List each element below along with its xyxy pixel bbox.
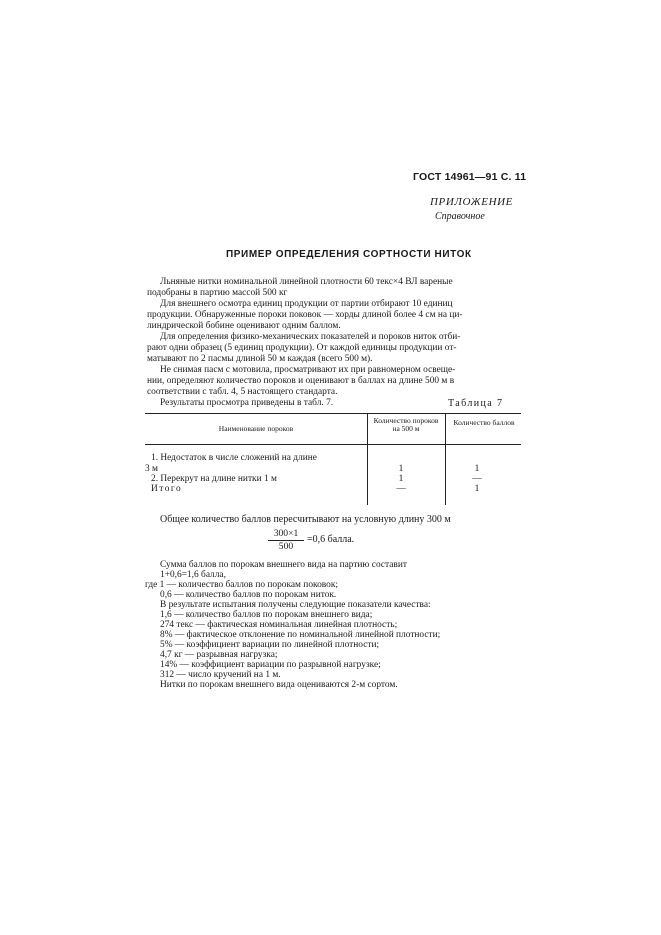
summary-line: 1,6 — количество баллов по порокам внешнего вида;	[160, 610, 373, 620]
page-title: ПРИМЕР ОПРЕДЕЛЕНИЯ СОРТНОСТИ НИТОК	[226, 249, 472, 260]
fraction-result: =0,6 балла.	[307, 534, 355, 545]
intro-line: рают одни образец (5 единиц продукции). От каждой единицы продукции от-	[147, 343, 457, 353]
table-7	[145, 413, 521, 505]
intro-line: Для определения физико-механических показателей и пороков ниток отби-	[160, 332, 461, 342]
standard-header: ГОСТ 14961—91 С. 11	[413, 171, 527, 183]
table-row-total: Итого	[151, 484, 183, 494]
table-top-rule	[145, 413, 521, 414]
summary-line: 0,6 — количество баллов по порокам ниток.	[160, 590, 337, 600]
table-row-name: 1. Недостаток в числе сложений на длине	[151, 453, 317, 463]
appendix-label: ПРИЛОЖЕНИЕ	[430, 196, 513, 208]
table-header-defects: Количество пороков на 500 м	[373, 416, 439, 433]
reference-label: Справочное	[435, 211, 485, 222]
table-cell-defects: 1	[398, 464, 404, 474]
table-header-rule	[145, 444, 521, 445]
table-column-divider	[367, 413, 368, 505]
table-cell-defects: —	[396, 484, 406, 494]
table-cell-points: 1	[474, 484, 480, 494]
intro-line: Результаты просмотра приведены в табл. 7.	[160, 398, 334, 408]
summary-line: 274 текс — фактическая номинальная линейная плотность;	[160, 620, 398, 630]
summary-line: Нитки по порокам внешнего вида оцениваются 2-м сортом.	[160, 680, 398, 690]
table-row-name-cont: 3 м	[145, 464, 158, 474]
table-header-points: Количество баллов	[453, 418, 515, 427]
table-row-name: 2. Перекрут на длине нитки 1 м	[151, 474, 277, 484]
summary-line: 1+0,6=1,6 балла,	[160, 570, 226, 580]
summary-line: 8% — фактическое отклонение по номинальной линейной плотности;	[160, 630, 441, 640]
fraction-denominator: 500	[278, 541, 294, 552]
summary-line: Сумма баллов по порокам внешнего вида на партию составит	[160, 560, 407, 570]
table-cell-defects: 1	[398, 474, 404, 484]
fraction-numerator: 300×1	[273, 528, 299, 539]
summary-line: 312 — число кручений на 1 м.	[160, 670, 281, 680]
table-cell-points: 1	[474, 464, 480, 474]
recalc-text: Общее количество баллов пересчитывают на условную длину 300 м	[160, 514, 451, 525]
intro-line: нии, определяют количество пороков и оценивают в баллах на длине 500 м в	[147, 376, 455, 386]
intro-line: Для внешнего осмотра единиц продукции от партии отбирают 10 единиц	[160, 299, 453, 309]
summary-line: В результате испытания получены следующие показатели качества:	[160, 600, 431, 610]
table-header-name: Наименование пороков	[218, 424, 294, 433]
table-caption: Таблица 7	[448, 398, 504, 409]
summary-line: 14% — коэффициент вариации по разрывной нагрузке;	[160, 660, 381, 670]
summary-line: 4,7 кг — разрывная нагрузка;	[160, 650, 278, 660]
intro-line: Не снимая пасм с мотовила, просматривают их при равномерном освеще-	[160, 365, 456, 375]
summary-line: 5% — коэффициент вариации по линейной плотности;	[160, 640, 380, 650]
intro-line: матывают по 2 пасмы длиной 50 м каждая (всего 500 м).	[147, 354, 373, 364]
intro-line: продукции. Обнаруженные пороки поковок — хорды длиной более 4 см на ци-	[147, 310, 463, 320]
table-column-divider	[445, 413, 446, 505]
intro-line: подобраны в партию массой 500 кг	[147, 288, 288, 298]
table-cell-points: —	[472, 474, 482, 484]
intro-line: линдрической бобине оценивают одним баллом.	[147, 321, 341, 331]
intro-line: соответствии с табл. 4, 5 настоящего стандарта.	[147, 387, 338, 397]
summary-line: где 1 — количество баллов по порокам поковок;	[145, 580, 338, 590]
intro-line: Льняные нитки номинальной линейной плотности 60 текс×4 ВЛ вареные	[160, 277, 453, 287]
